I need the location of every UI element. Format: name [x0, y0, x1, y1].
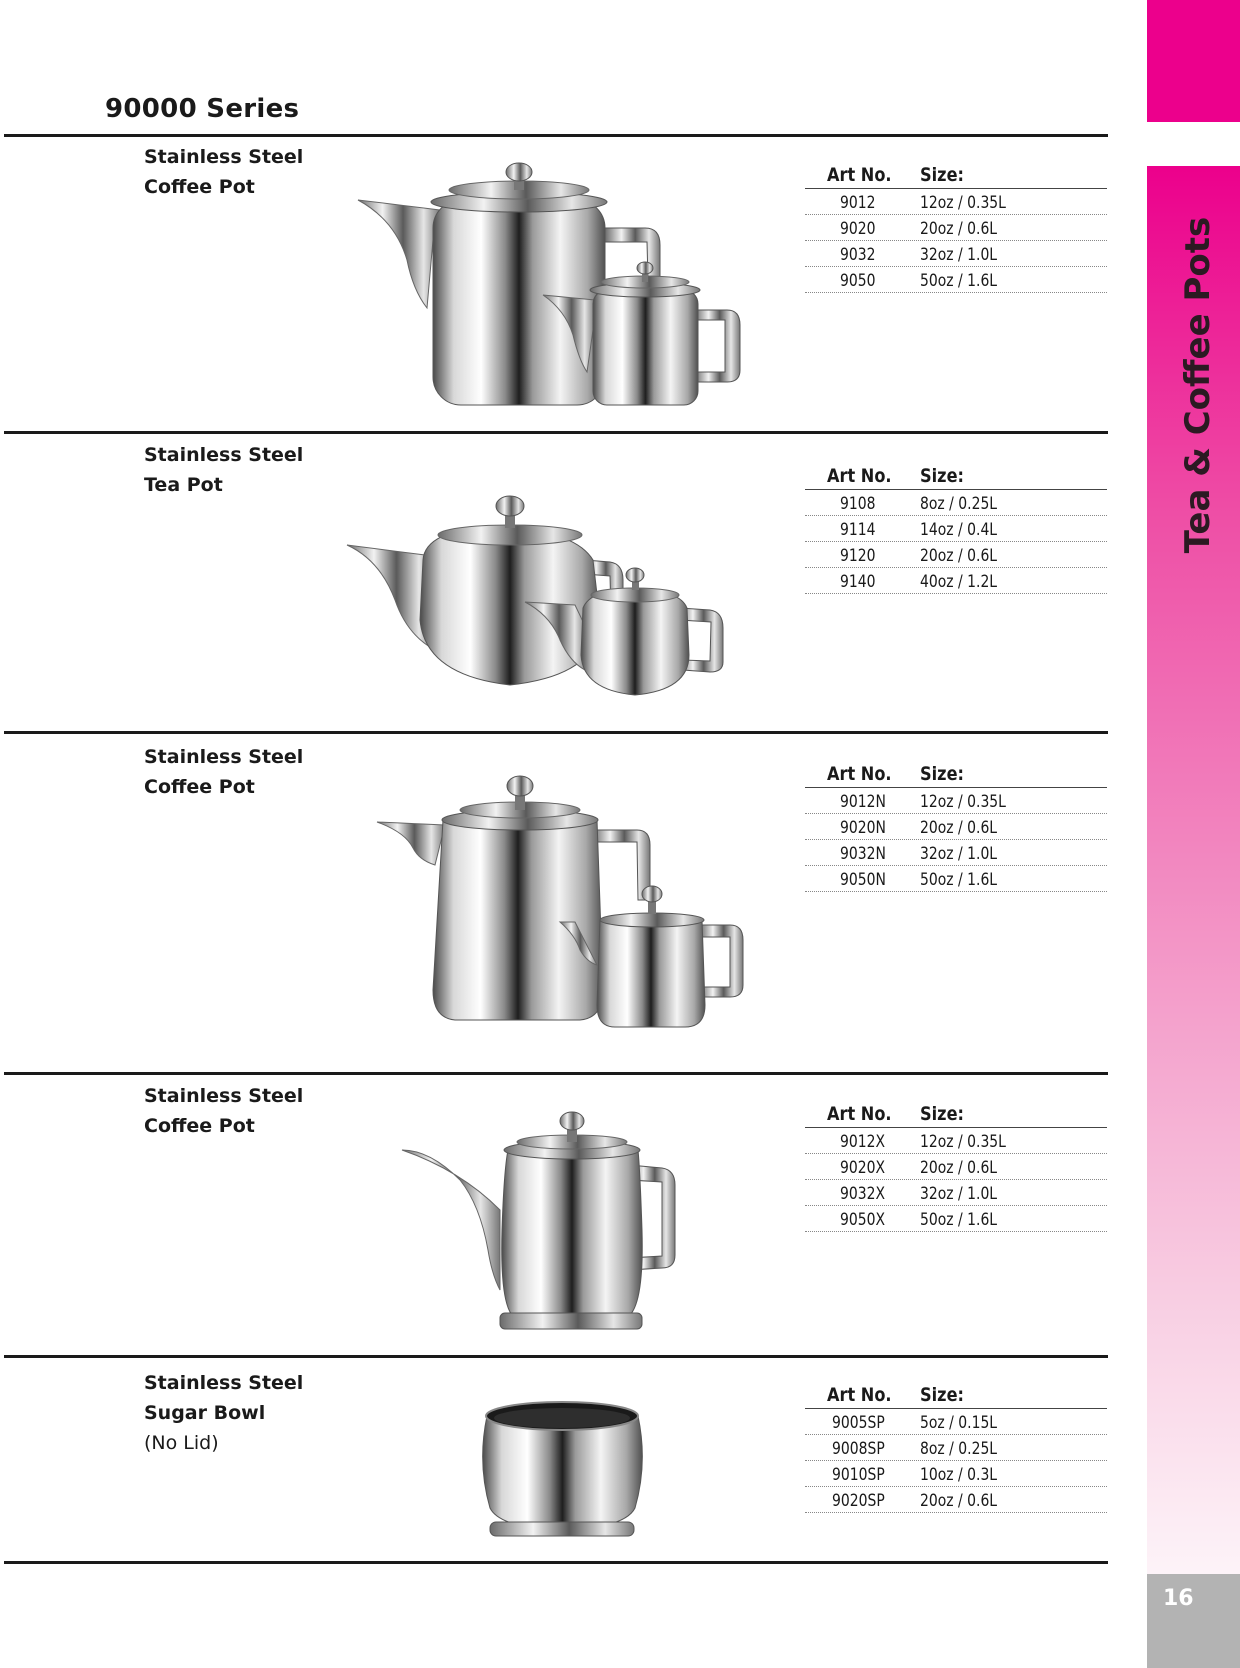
- art-no: 9005SP: [832, 1413, 885, 1433]
- product-name: [144, 1081, 303, 1141]
- category-label: Tea & Coffee Pots: [1178, 216, 1218, 554]
- spec-row: [805, 840, 1107, 866]
- art-no: 9050N: [840, 870, 886, 890]
- art-no-header: Art No.: [827, 763, 892, 785]
- art-no: 9012X: [840, 1132, 886, 1152]
- size-header: Size:: [920, 763, 964, 785]
- size: 12oz / 0.35L: [920, 193, 1006, 213]
- art-no: 9032N: [840, 844, 886, 864]
- art-no: 9008SP: [832, 1439, 885, 1459]
- spec-row: [805, 1128, 1107, 1154]
- spec-header: [805, 459, 1107, 490]
- spec-table: [805, 459, 1107, 594]
- tea-pot-image: [345, 490, 765, 700]
- product-type: Coffee Pot: [144, 176, 255, 198]
- spec-header: [805, 158, 1107, 189]
- size-header: Size:: [920, 465, 964, 487]
- art-no: 9114: [840, 520, 876, 540]
- spec-table: [805, 1378, 1107, 1513]
- section-divider: [4, 731, 1108, 734]
- spec-row: [805, 215, 1107, 241]
- art-no: 9020X: [840, 1158, 886, 1178]
- art-no: 9032X: [840, 1184, 886, 1204]
- size: 32oz / 1.0L: [920, 245, 998, 265]
- art-no: 9012: [840, 193, 876, 213]
- spec-row: [805, 568, 1107, 594]
- art-no-header: Art No.: [827, 164, 892, 186]
- art-no-header: Art No.: [827, 1103, 892, 1125]
- size: 5oz / 0.15L: [920, 1413, 998, 1433]
- product-name: [144, 142, 303, 202]
- size: 12oz / 0.35L: [920, 1132, 1006, 1152]
- spec-row: [805, 1154, 1107, 1180]
- product-material: Stainless Steel: [144, 746, 304, 768]
- spec-row: [805, 1409, 1107, 1435]
- spec-header: [805, 1097, 1107, 1128]
- coffee-pot-image: [400, 1110, 710, 1335]
- spec-row: [805, 490, 1107, 516]
- product-material: Stainless Steel: [144, 1085, 304, 1107]
- product-material: Stainless Steel: [144, 444, 304, 466]
- size: 20oz / 0.6L: [920, 546, 998, 566]
- spec-row: [805, 866, 1107, 892]
- spec-row: [805, 542, 1107, 568]
- art-no-header: Art No.: [827, 465, 892, 487]
- spec-row: [805, 1180, 1107, 1206]
- side-accent-block: [1147, 0, 1240, 122]
- size: 20oz / 0.6L: [920, 1158, 998, 1178]
- size-header: Size:: [920, 1384, 964, 1406]
- product-note: (No Lid): [144, 1432, 219, 1454]
- spec-row: [805, 788, 1107, 814]
- product-type: Coffee Pot: [144, 1115, 255, 1137]
- coffee-pot-image: [355, 160, 755, 415]
- art-no: 9012N: [840, 792, 886, 812]
- spec-header: [805, 1378, 1107, 1409]
- art-no: 9140: [840, 572, 876, 592]
- product-name: [144, 742, 303, 802]
- size: 50oz / 1.6L: [920, 271, 998, 291]
- size: 50oz / 1.6L: [920, 870, 998, 890]
- art-no: 9020N: [840, 818, 886, 838]
- page-number: 16: [1163, 1586, 1194, 1611]
- product-material: Stainless Steel: [144, 146, 304, 168]
- section-divider: [4, 134, 1108, 137]
- size-header: Size:: [920, 1103, 964, 1125]
- spec-header: [805, 757, 1107, 788]
- art-no: 9120: [840, 546, 876, 566]
- spec-row: [805, 1206, 1107, 1232]
- spec-table: [805, 158, 1107, 293]
- size: 12oz / 0.35L: [920, 792, 1006, 812]
- art-no: 9020: [840, 219, 876, 239]
- section-divider: [4, 431, 1108, 434]
- size: 32oz / 1.0L: [920, 844, 998, 864]
- size: 14oz / 0.4L: [920, 520, 998, 540]
- art-no: 9010SP: [832, 1465, 885, 1485]
- product-name: [144, 1368, 303, 1458]
- art-no: 9108: [840, 494, 876, 514]
- product-name: [144, 440, 303, 500]
- spec-row: [805, 1435, 1107, 1461]
- size: 8oz / 0.25L: [920, 1439, 998, 1459]
- product-type: Coffee Pot: [144, 776, 255, 798]
- size: 40oz / 1.2L: [920, 572, 998, 592]
- product-type: Sugar Bowl: [144, 1402, 266, 1424]
- section-divider: [4, 1072, 1108, 1075]
- size: 8oz / 0.25L: [920, 494, 998, 514]
- side-tab-label: [1178, 216, 1218, 554]
- spec-row: [805, 241, 1107, 267]
- size: 50oz / 1.6L: [920, 1210, 998, 1230]
- spec-row: [805, 516, 1107, 542]
- spec-row: [805, 814, 1107, 840]
- spec-row: [805, 1461, 1107, 1487]
- product-type: Tea Pot: [144, 474, 223, 496]
- page-number-box: [1147, 1574, 1240, 1668]
- size: 20oz / 0.6L: [920, 818, 998, 838]
- size: 20oz / 0.6L: [920, 1491, 998, 1511]
- size: 20oz / 0.6L: [920, 219, 998, 239]
- product-material: Stainless Steel: [144, 1372, 304, 1394]
- art-no: 9032: [840, 245, 876, 265]
- spec-table: [805, 757, 1107, 892]
- art-no: 9020SP: [832, 1491, 885, 1511]
- size-header: Size:: [920, 164, 964, 186]
- series-title: 90000 Series: [105, 94, 300, 124]
- spec-row: [805, 1487, 1107, 1513]
- coffee-pot-image: [375, 770, 765, 1035]
- spec-row: [805, 267, 1107, 293]
- sugar-bowl-image: [475, 1398, 650, 1540]
- size: 32oz / 1.0L: [920, 1184, 998, 1204]
- spec-table: [805, 1097, 1107, 1232]
- art-no: 9050X: [840, 1210, 886, 1230]
- spec-row: [805, 189, 1107, 215]
- size: 10oz / 0.3L: [920, 1465, 998, 1485]
- art-no-header: Art No.: [827, 1384, 892, 1406]
- section-divider: [4, 1355, 1108, 1358]
- art-no: 9050: [840, 271, 876, 291]
- section-divider: [4, 1561, 1108, 1564]
